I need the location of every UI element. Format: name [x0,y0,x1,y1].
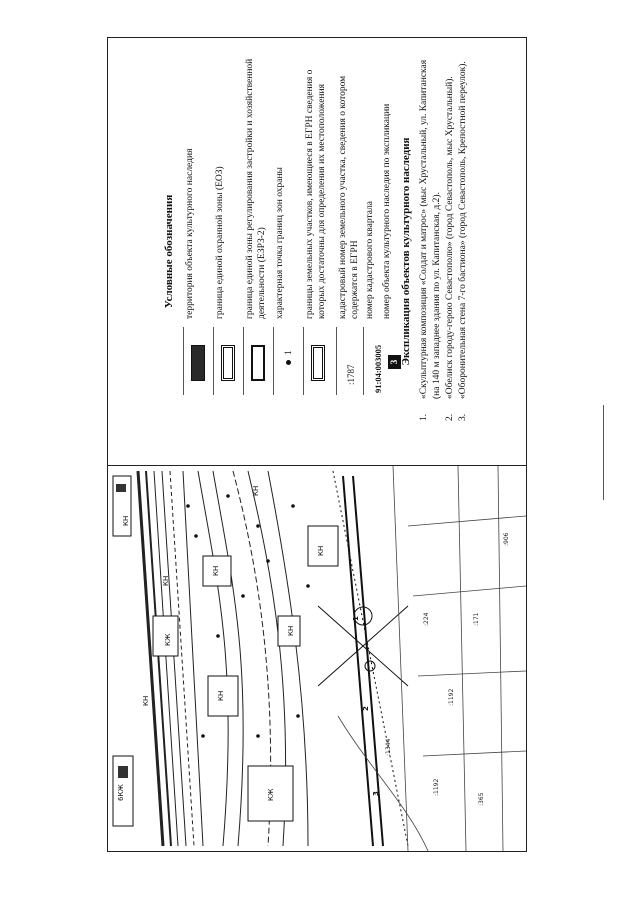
legend-item-parcels: границы земельных участков, имеющиеся в ЕГРН сведения о которых достаточны для определения их местоположения [303,45,333,395]
number-badge: 3 [388,355,401,369]
map-panel [108,466,526,851]
map-label: 2 [362,706,370,711]
map-label: КН [162,575,170,586]
parcel-number: :224 [423,612,430,626]
map-label: КН [122,515,130,526]
legend-item-cadastral-parcel-number: :1787 кадастровый номер земельного участка, сведения о котором содержатся в ЕГРН [336,45,366,395]
explication-title: Экспликация объектов культурного наследия [400,137,412,366]
dark-fill-symbol [191,345,205,381]
explication-item: 2. «Обелиск городу-герою Севастополю» (город Севастополь, мыс Хрустальный). [445,76,455,421]
map-label: КЖ [164,633,172,646]
legend-item-cadastral-quarter: 91:04:003005 номер кадастрового квартала [363,45,393,395]
legend-panel [108,38,526,465]
map-label: 1 [352,616,360,621]
parcel-number: :1344 [385,738,392,756]
map-label: КЖ [267,788,275,801]
map-label: 6КЖ [117,784,125,801]
cadastral-map [108,466,526,851]
parcel-number: :1192 [433,778,440,796]
map-label: КН [217,690,225,701]
legend-title: Условные обозначения [163,194,175,309]
point-dot-icon [286,360,291,365]
map-label: КН [142,695,150,706]
thin-border-symbol [251,345,265,381]
map-label: КН [252,485,260,496]
explication-list [418,51,470,421]
map-label: 3 [372,791,380,796]
map-label: КН [287,625,295,636]
legend-item-eoz: граница единой охранной зоны (ЕОЗ) [213,45,243,395]
margin-line [603,405,605,500]
legend-item-boundary-point: 1 характерная точка границ зон охраны [273,45,303,395]
parcel-number: :365 [478,792,485,806]
explication-item: 1. «Скульптурная композиция «Солдат и матрос» (мыс Хрустальный, ул. Капитанская (на 140 м западнее здания по ул. Капитанская, д.2). [419,59,442,421]
legend-item-ezrz: граница единой зоны регулирования застройки и хозяйственной деятельности (ЕЗРЗ-2) [243,45,273,395]
explication-item: 3. «Оборонительная стена 7-го бастиона» (город Севастополь, Крепостной переулок). [458,61,468,421]
parcel-number: :1192 [448,688,455,706]
map-label: КН [317,545,325,556]
map-label: КН [212,565,220,576]
parcel-boundary-symbol [311,345,325,381]
double-border-symbol [221,345,235,381]
legend-item-heritage-number: 3 номер объекта культурного наследия по экспликации [380,45,410,395]
sheet-frame [107,37,527,852]
legend-item-object-territory: территория объекта культурного наследия [183,45,213,395]
parcel-number: :906 [503,532,510,546]
parcel-number: :171 [473,612,480,626]
